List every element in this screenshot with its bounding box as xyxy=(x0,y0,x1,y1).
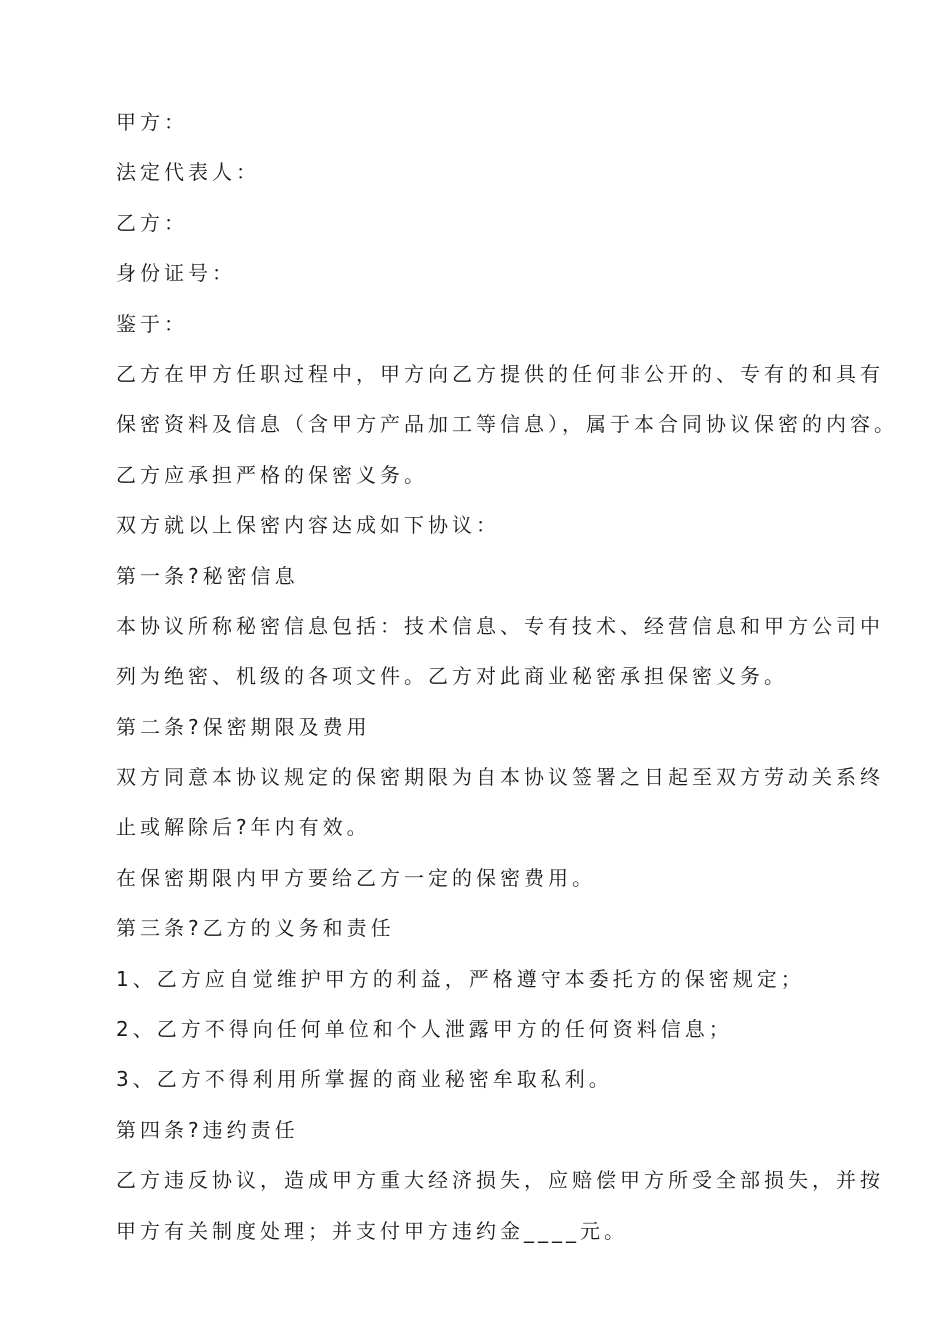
paragraph-line: 双方同意本协议规定的保密期限为自本协议签署之日起至双方劳动关系终 xyxy=(116,765,884,790)
paragraph-line: 在保密期限内甲方要给乙方一定的保密费用。 xyxy=(116,865,596,890)
article-4-heading: 第四条?违约责任 xyxy=(116,1117,299,1142)
id-number-label: 身份证号： xyxy=(116,261,236,286)
article-1-heading: 第一条?秘密信息 xyxy=(116,563,299,588)
paragraph-line: 双方就以上保密内容达成如下协议： xyxy=(116,513,500,538)
paragraph-line: 甲方有关制度处理；并支付甲方违约金____元。 xyxy=(116,1218,628,1243)
article-2-heading: 第二条?保密期限及费用 xyxy=(116,714,371,739)
document-body xyxy=(116,102,898,1261)
paragraph-line: 乙方违反协议，造成甲方重大经济损失，应赔偿甲方所受全部损失，并按 xyxy=(116,1168,884,1193)
party-b-label: 乙方： xyxy=(116,210,188,235)
article-3-heading: 第三条?乙方的义务和责任 xyxy=(116,916,395,941)
list-item: 3、乙方不得利用所掌握的商业秘密牟取私利。 xyxy=(116,1067,613,1092)
whereas-label: 鉴于： xyxy=(116,311,188,336)
list-item: 2、乙方不得向任何单位和个人泄露甲方的任何资料信息； xyxy=(116,1017,733,1042)
party-a-label: 甲方： xyxy=(116,110,188,134)
paragraph-line: 止或解除后?年内有效。 xyxy=(116,815,371,840)
paragraph-line: 列为绝密、机级的各项文件。乙方对此商业秘密承担保密义务。 xyxy=(116,664,788,689)
paragraph-line: 保密资料及信息（含甲方产品加工等信息），属于本合同协议保密的内容。 xyxy=(116,412,898,437)
paragraph-line: 乙方应承担严格的保密义务。 xyxy=(116,462,428,487)
paragraph-line: 乙方在甲方任职过程中，甲方向乙方提供的任何非公开的、专有的和具有 xyxy=(116,361,884,386)
legal-representative-label: 法定代表人： xyxy=(116,160,260,185)
list-item: 1、乙方应自觉维护甲方的利益，严格遵守本委托方的保密规定； xyxy=(116,966,805,991)
paragraph-line: 本协议所称秘密信息包括：技术信息、专有技术、经营信息和甲方公司中 xyxy=(116,613,884,638)
